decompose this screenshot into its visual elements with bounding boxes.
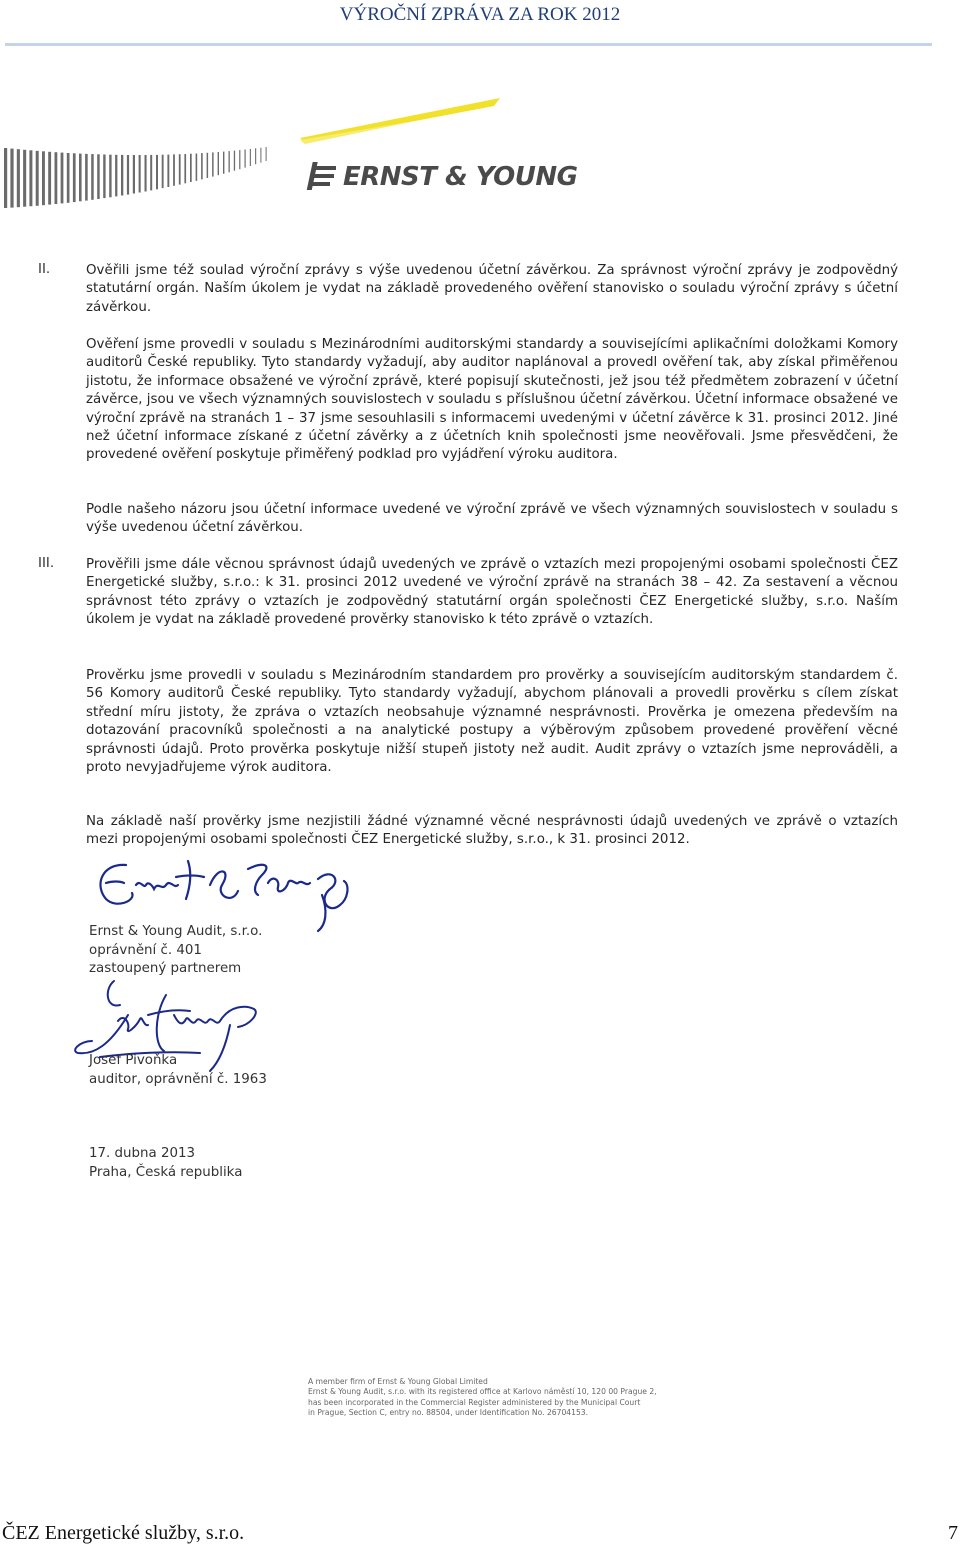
- paragraph: Podle našeho názoru jsou účetní informace uvedené ve výroční zprávě ve všech významných souvislostech v souladu s výše uvedenou účetní závěrkou.: [86, 502, 898, 536]
- legal-note-line: has been incorporated in the Commercial Register administered by the Municipal Court: [308, 1397, 641, 1407]
- legal-note-line: Ernst & Young Audit, s.r.o. with its registered office at Karlovo náměstí 10, 120 00 Prague 2,: [308, 1387, 657, 1397]
- paragraph: Ověření jsme provedli v souladu s Mezinárodními auditorskými standardy a souvisejícími aplikačními doložkami Komory auditorů České republiky. Tyto standardy vyžadují, aby auditor naplánoval a provedl ověření tak, aby získal přiměřenou jistotu, že informace obsažené ve výroční zprávě, které popisují skutečnosti, jež jsou též předmětem zobrazení v účetní závěrce, jsou ve všech významných souvislostech v souladu s příslušnou účetní závěrkou. Účetní informace obsažené ve výroční zprávě na stranách 1 – 37 jsme sesouhlasili s informacemi uvedenými v účetní závěrce k 31. prosinci 2012. Jiné než účetní informace získané z účetní závěrky a z účetních knih společnosti jsme neověřovali. Jsme přesvědčeni, že provedené ověření poskytuje přiměřený podklad pro vyjádření výroku auditora.: [86, 337, 898, 463]
- logo-beam-icon: [300, 98, 500, 144]
- date-place-block: [89, 1145, 242, 1182]
- footer-company: ČEZ Energetické služby, s.r.o.: [2, 1522, 245, 1544]
- paragraph: Na základě naší prověrky jsme nezjistili žádné významné věcné nesprávnosti údajů uvedených ve zprávě o vztazích mezi propojenými osobami společnosti ČEZ Energetické služby, s.r.o., k 31. prosinci 2012.: [86, 814, 898, 848]
- logo-mark-icon: [307, 162, 336, 190]
- partner-license: auditor, oprávnění č. 1963: [89, 1071, 267, 1087]
- paragraph: Prověrku jsme provedli v souladu s Mezinárodním standardem pro prověrky a souvisejícím auditorským standardem č. 56 Komory auditorů České republiky. Tyto standardy vyžadují, abychom plánovali a provedli prověrku s cílem získat střední míru jistoty, že zpráva o vztazích neobsahuje významné nesprávnosti. Prověrka je omezena především na dotazování pracovníků společnosti a na analytické postupy a výběrovým způsobem provedené prověření věcné správnosti údajů. Proto prověrka poskytuje nižší stupeň jistoty než audit. Audit zprávy o vztazích jsme neprováděli, a proto nevyjadřujeme výrok auditora.: [86, 668, 898, 776]
- logo-bars-icon: [4, 147, 267, 208]
- legal-note-line: in Prague, Section C, entry no. 88504, under Identification No. 26704153.: [308, 1408, 589, 1418]
- paragraph: Ověřili jsme též soulad výroční zprávy s výše uvedenou účetní závěrkou. Za správnost výroční zprávy je zodpovědný statutární orgán. Naším úkolem je vydat na základě provedeného ověření stanovisko o souladu výroční zprávy s účetní závěrkou.: [86, 263, 898, 315]
- firm-license: oprávnění č. 401: [89, 942, 202, 958]
- header-divider: [5, 43, 932, 46]
- report-date: 17. dubna 2013: [89, 1146, 196, 1161]
- logo-wordmark: ERNST & YOUNG: [343, 162, 578, 192]
- legal-note-line: A member firm of Ernst & Young Global Limited: [308, 1377, 488, 1386]
- partner-signature-block: [89, 1052, 267, 1089]
- section-number: II.: [38, 262, 51, 277]
- firm-signature-block: [89, 923, 262, 979]
- page-number: 7: [948, 1522, 958, 1544]
- page-header-title: VÝROČNÍ ZPRÁVA ZA ROK 2012: [339, 4, 621, 25]
- firm-legal-note: [308, 1377, 728, 1419]
- paragraph: Prověřili jsme dále věcnou správnost údajů uvedených ve zprávě o vztazích mezi propojenými osobami společnosti ČEZ Energetické služby, s.r.o.: k 31. prosinci 2012 uvedené ve výroční zprávě na stranách 38 – 42. Za sestavení a věcnou správnost této zprávy o vztazích je zodpovědný statutární orgán společnosti ČEZ Energetické služby, s.r.o. Naším úkolem je vydat na základě provedené prověrky stanovisko k této zprávě o vztazích.: [86, 557, 898, 628]
- report-place: Praha, Česká republika: [89, 1164, 243, 1180]
- represented-by: zastoupený partnerem: [89, 961, 242, 976]
- partner-name: Josef Pivoňka: [89, 1053, 178, 1068]
- firm-name: Ernst & Young Audit, s.r.o.: [89, 924, 263, 939]
- section-number: III.: [38, 556, 55, 571]
